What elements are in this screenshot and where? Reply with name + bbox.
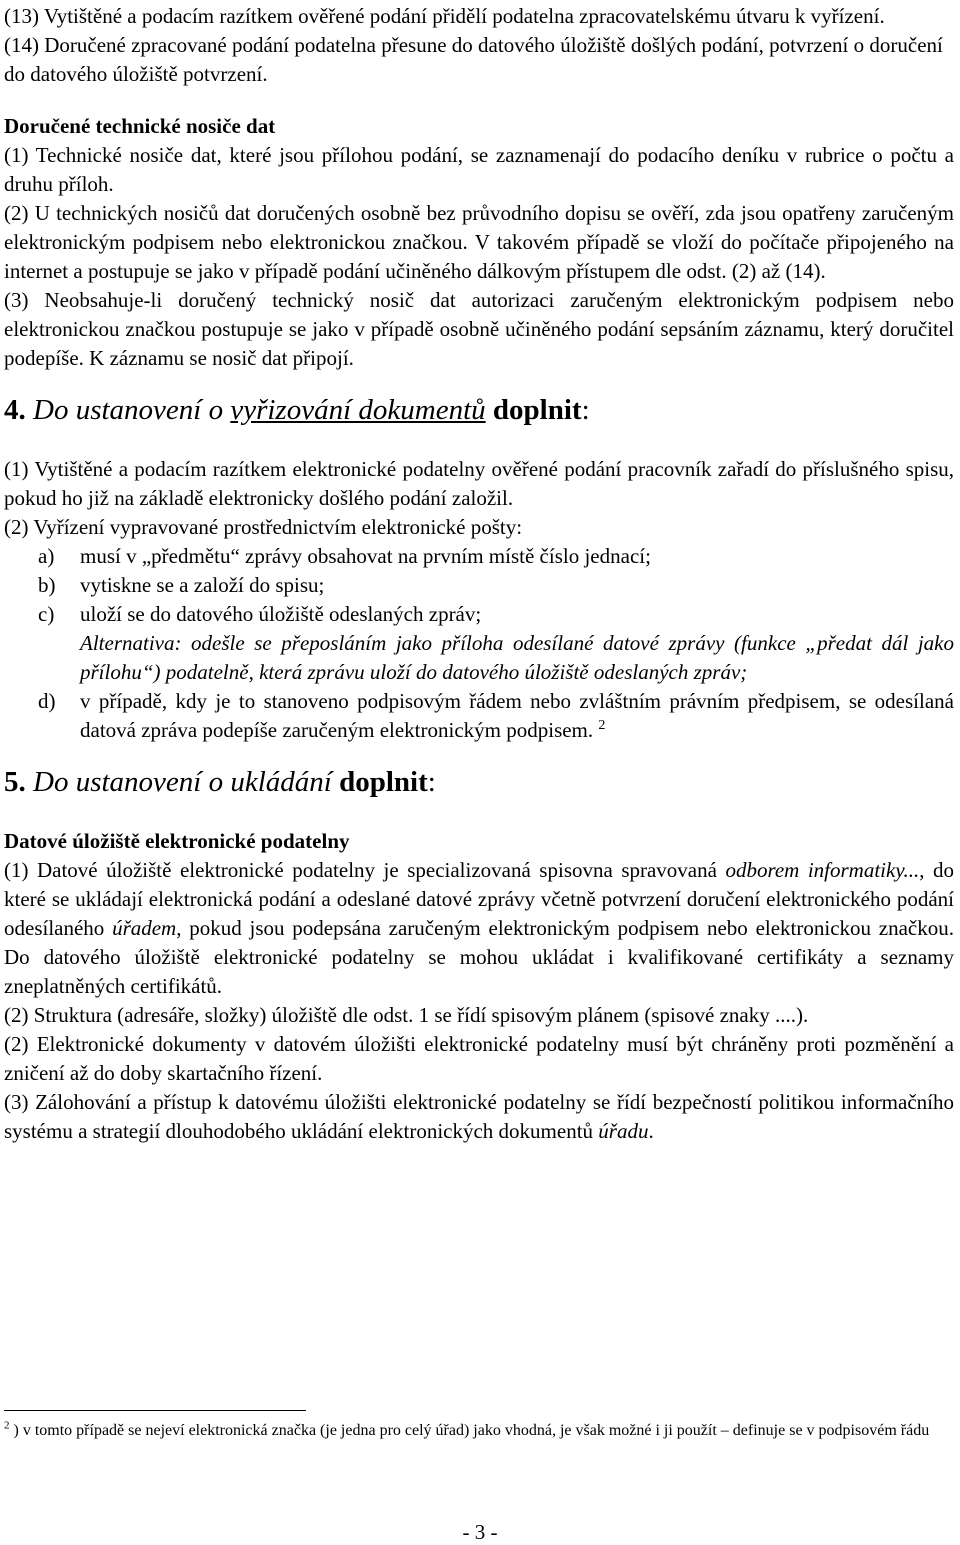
- paragraph-carriers-1: (1) Technické nosiče dat, které jsou přílohou podání, se zaznamenají do podacího deníku v rubrice o počtu a druhu příloh.: [4, 143, 954, 196]
- section-5-number: 5.: [4, 766, 26, 798]
- list-item-text: v případě, kdy je to stanoveno podpisovým řádem nebo zvláštním právním předpisem, se odesílaná datová zpráva podepíše zaručeným elektronickým podpisem.: [80, 689, 954, 742]
- section-4-colon: :: [581, 394, 590, 426]
- text-span: , do které se ukládají elektronická podání a odeslané datové zprávy včetně potvrzení doručení elektronického podání odesílaného: [4, 858, 955, 940]
- heading-data-storage-text: Datové úložiště elektronické podatelny: [4, 829, 350, 853]
- section-4-title-underlined: vyřizování dokumentů: [230, 394, 486, 426]
- list-item-b: [4, 571, 954, 600]
- list-item-c: [4, 600, 954, 629]
- section-5-doplnit: doplnit: [339, 766, 428, 798]
- footnote-reference[interactable]: 2: [598, 718, 606, 733]
- list-item-text: uloží se do datového úložiště odeslaných zpráv;: [80, 602, 482, 626]
- section-4-doplnit: doplnit: [492, 394, 582, 426]
- section-5-paragraph-3: [4, 1088, 954, 1146]
- heading-technical-carriers: Doručené technické nosiče dat: [4, 114, 276, 138]
- paragraph-13: (13) Vytištěné a podacím razítkem ověřené podání přidělí podatelna zpracovatelskému útvaru k vyřízení.: [4, 4, 885, 28]
- section-4-heading: [4, 393, 954, 427]
- section-5-title: Do ustanovení o ukládání: [33, 766, 332, 798]
- footnote: [4, 1420, 956, 1442]
- section-4-list: [4, 542, 954, 745]
- section-5-paragraph-1: [4, 856, 954, 1001]
- list-item-text: vytiskne se a založí do spisu;: [80, 573, 325, 597]
- page-number: - 3 -: [462, 1520, 498, 1544]
- list-marker: d): [38, 689, 56, 713]
- section-4-title-prefix: Do ustanovení o: [33, 394, 231, 426]
- list-alternative-note: Alternativa: odešle se přeposláním jako příloha odesílané datové zprávy (funkce „předat dál jako přílohu“) podatelně, která zprávu uloží do datového úložiště odeslaných zpráv;: [80, 631, 954, 684]
- section-4-paragraph-1: (1) Vytištěné a podacím razítkem elektronické podatelny ověřené podání pracovník zařadí do příslušného spisu, pokud ho již na základě elektronicky došlého podání založil.: [4, 457, 954, 510]
- footnote-text: ) v tomto případě se nejeví elektronická značka (je jedna pro celý úřad) jako vhodná, je však možné i ji použít – definuje se v podpisovém řádu: [9, 1422, 930, 1439]
- list-item-a: [4, 542, 954, 571]
- italic-span: odborem informatiky...: [725, 858, 920, 882]
- list-marker: a): [38, 544, 55, 568]
- footnote-divider: [4, 1410, 306, 1411]
- text-span: (1) Datové úložiště elektronické podatelny je specializovaná spisovna spravovaná: [4, 858, 726, 882]
- section-4-number: 4.: [4, 394, 26, 426]
- text-span: , pokud jsou podepsána zaručeným elektronickým podpisem nebo elektronickou značkou. Do datového úložiště elektronické podatelny se mohou ukládat i kvalifikované certifikáty a seznamy zneplatněných certifikátů.: [4, 916, 954, 998]
- paragraph-carriers-3: (3) Neobsahuje-li doručený technický nosič dat autorizaci zaručeným elektronickým podpisem nebo elektronickou značkou postupuje se jako v případě osobně učiněného podání sepsáním záznamu, který doručitel podepíše. K záznamu se nosič dat připojí.: [4, 288, 954, 370]
- list-marker: b): [38, 573, 56, 597]
- text-span: (3) Zálohování a přístup k datovému úložišti elektronické podatelny se řídí bezpečností politikou informačního systému a strategií dlouhodobého ukládání elektronických dokumentů: [4, 1090, 954, 1143]
- section-5-heading: [4, 765, 954, 799]
- italic-span: úřadem: [112, 916, 177, 940]
- heading-data-storage: [4, 827, 954, 856]
- paragraph-carriers-2: (2) U technických nosičů dat doručených osobně bez průvodního dopisu se ověří, zda jsou opatřeny zaručeným elektronickým podpisem nebo elektronickou značkou. V takovém případě se vloží do počítače připojeného na internet a postupuje se jako v případě podání učiněného dálkovým přístupem dle odst. (2) až (14).: [4, 201, 954, 283]
- text-span: .: [648, 1119, 654, 1143]
- italic-span: úřadu: [598, 1119, 649, 1143]
- section-5-paragraph-2b: (2) Elektronické dokumenty v datovém úložišti elektronické podatelny musí být chráněny proti pozměnění a zničení až do doby skartačního řízení.: [4, 1032, 954, 1085]
- list-item-d: [4, 687, 954, 745]
- list-item-text: musí v „předmětu“ zprávy obsahovat na prvním místě číslo jednací;: [80, 544, 651, 568]
- section-5-colon: :: [427, 766, 436, 798]
- footnote-number: 2: [4, 1419, 10, 1432]
- list-marker: c): [38, 602, 55, 626]
- document-page: [4, 2, 954, 1146]
- section-5-paragraph-2a: (2) Struktura (adresáře, složky) úložiště dle odst. 1 se řídí spisovým plánem (spisové znaky ....).: [4, 1003, 809, 1027]
- section-4-paragraph-2: (2) Vyřízení vypravované prostřednictvím elektronické pošty:: [4, 515, 523, 539]
- paragraph-14: (14) Doručené zpracované podání podatelna přesune do datového úložiště došlých podání, potvrzení o doručení do datového úložiště potvrzení.: [4, 33, 943, 86]
